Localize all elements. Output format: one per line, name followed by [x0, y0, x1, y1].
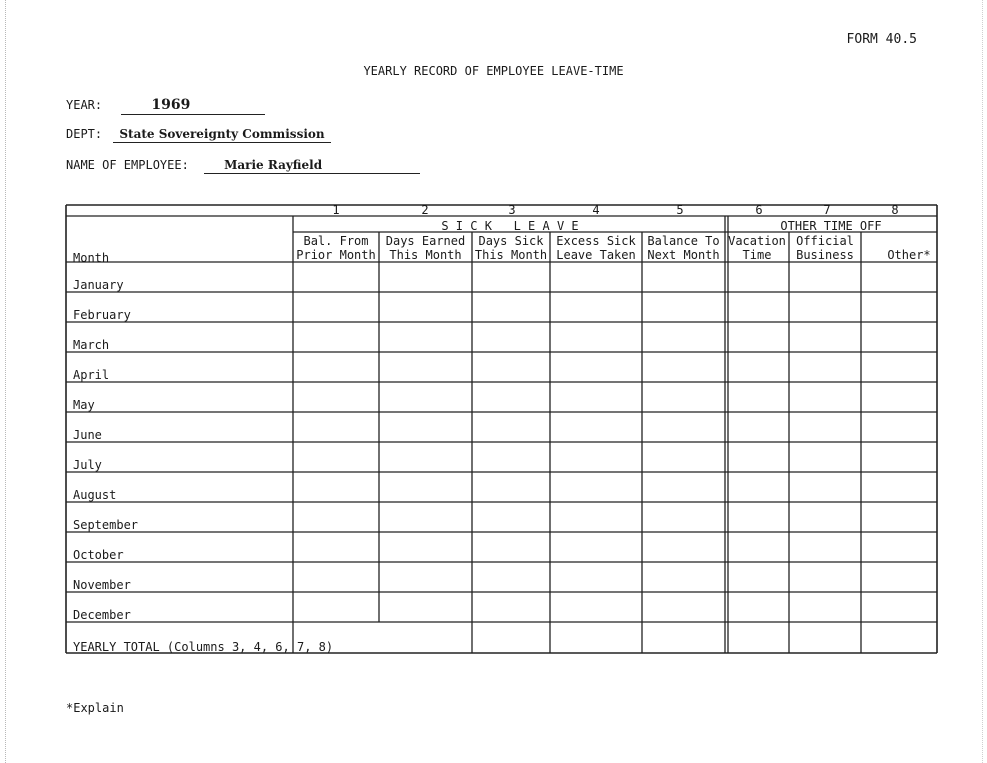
month-label: August: [73, 488, 117, 502]
month-label: May: [73, 398, 95, 412]
column-header-line2: This Month: [389, 248, 462, 262]
column-header-line1: Days Sick: [478, 234, 544, 248]
month-label: September: [73, 518, 139, 532]
employee-label: NAME OF EMPLOYEE:: [66, 158, 189, 172]
sick-leave-group-header: S I C K L E A V E: [441, 219, 579, 233]
month-label: December: [73, 608, 131, 622]
column-number: 4: [592, 203, 600, 217]
column-header-line2: Next Month: [647, 248, 720, 262]
employee-value: Marie Rayfield: [204, 158, 420, 174]
column-number: 3: [508, 203, 516, 217]
column-headers: [296, 234, 930, 262]
month-label: January: [73, 278, 124, 292]
column-header-line1: Balance To: [647, 234, 720, 248]
month-label: March: [73, 338, 110, 352]
dept-value: State Sovereignty Commission: [113, 127, 330, 143]
column-header-line2: Leave Taken: [556, 248, 636, 262]
column-number: 1: [332, 203, 340, 217]
column-header-line2: Time: [742, 248, 772, 262]
column-header-line2: Prior Month: [296, 248, 376, 262]
month-label: February: [73, 308, 131, 322]
month-label: November: [73, 578, 131, 592]
year-label: YEAR:: [66, 98, 103, 112]
month-labels: [73, 278, 138, 622]
footnote-explain: *Explain: [66, 701, 124, 715]
month-column-header: Month: [73, 251, 110, 265]
column-header-line1: Vacation: [728, 234, 786, 248]
column-header-line2: Other*: [887, 248, 931, 262]
dept-label: DEPT:: [66, 127, 103, 141]
column-number: 8: [891, 203, 899, 217]
column-number: 5: [676, 203, 684, 217]
table-grid: [66, 205, 937, 653]
month-label: April: [73, 368, 110, 382]
year-value: 1969: [121, 97, 265, 115]
other-time-off-group-header: OTHER TIME OFF: [780, 219, 882, 233]
column-header-line1: Days Earned: [385, 234, 466, 248]
document-title: YEARLY RECORD OF EMPLOYEE LEAVE-TIME: [363, 64, 624, 78]
column-header-line1: Bal. From: [303, 234, 369, 248]
form-number: FORM 40.5: [846, 32, 917, 47]
month-label: October: [73, 548, 124, 562]
column-number: 6: [755, 203, 763, 217]
column-number: 7: [823, 203, 831, 217]
column-header-line2: Business: [796, 248, 854, 262]
month-label: June: [73, 428, 102, 442]
column-header-line1: Excess Sick: [556, 234, 636, 248]
column-header-line2: This Month: [474, 248, 548, 262]
month-label: July: [73, 458, 102, 472]
column-header-line1: Official: [796, 234, 854, 248]
yearly-total-label: YEARLY TOTAL (Columns 3, 4, 6, 7, 8): [73, 640, 334, 654]
column-number: 2: [421, 203, 429, 217]
